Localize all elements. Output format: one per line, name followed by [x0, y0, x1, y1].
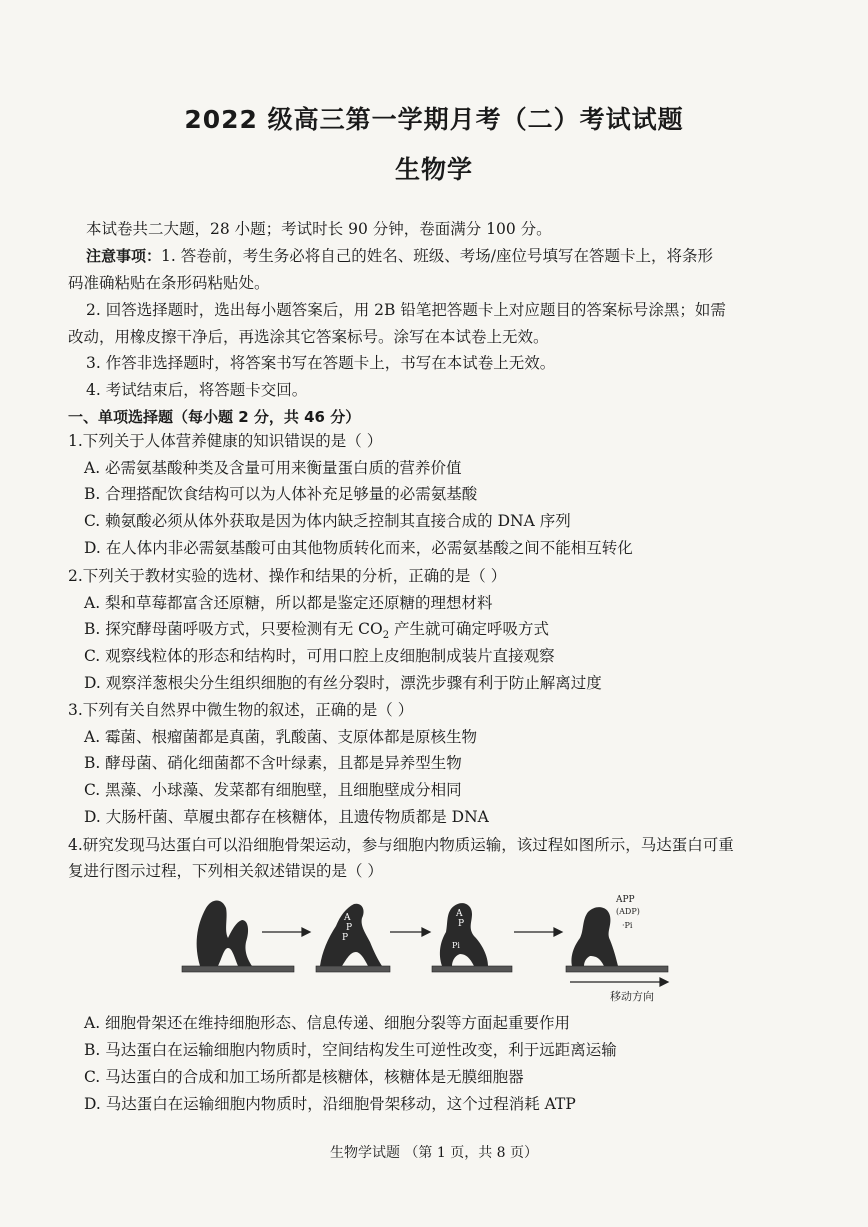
option-d: D. 马达蛋白在运输细胞内物质时，沿细胞骨架移动，这个过程消耗 ATP	[84, 1095, 576, 1113]
label-a: A	[344, 913, 351, 923]
motor-protein-shape	[320, 904, 382, 966]
page-title: 2022 级高三第一学期月考（二）考试试题	[184, 105, 684, 134]
arrow-icon	[262, 928, 310, 936]
question-stem-cont: 复进行图示过程，下列相关叙述错误的是（ ）	[68, 862, 383, 880]
label-pi: ·Pi	[622, 921, 633, 930]
motor-protein-shape	[197, 901, 252, 967]
label-p: P	[342, 933, 349, 943]
option-d: D. 观察洋葱根尖分生组织细胞的有丝分裂时，漂洗步骤有利于防止解离过度	[84, 674, 602, 692]
label-p: P	[346, 923, 353, 933]
notice-line: 3. 作答非选择题时，将答案书写在答题卡上，书写在本试卷上无效。	[86, 354, 556, 372]
label-adp: (ADP)	[616, 907, 640, 916]
option-c: C. 马达蛋白的合成和加工场所都是核糖体，核糖体是无膜细胞器	[84, 1068, 524, 1086]
notice-line	[86, 245, 826, 267]
subscript: 2	[382, 630, 390, 642]
direction-label: 移动方向	[610, 990, 654, 1003]
option-a: A. 细胞骨架还在维持细胞形态、信息传递、细胞分裂等方面起重要作用	[84, 1014, 571, 1032]
notice-text: 1. 答卷前，考生务必将自己的姓名、班级、考场/座位号填写在答题卡上，将条形	[161, 247, 713, 265]
cytoskeleton-track	[182, 966, 668, 972]
option-b-text: B. 探究酵母菌呼吸方式，只要检测有无 CO	[84, 620, 383, 638]
arrow-icon	[390, 928, 430, 936]
option-b: B. 酵母菌、硝化细菌都不含叶绿素，且都是异养型生物	[84, 754, 462, 772]
notice-line: 4. 考试结束后，将答题卡交回。	[86, 381, 308, 399]
option-a: A. 必需氨基酸种类及含量可用来衡量蛋白质的营养价值	[84, 459, 462, 477]
direction-arrow-icon	[570, 978, 668, 986]
notice-label: 注意事项：	[86, 247, 162, 265]
motor-protein-shape	[571, 907, 618, 966]
page-footer: 生物学试题 （第 1 页，共 8 页）	[329, 1145, 539, 1161]
option-b-text-tail: 产生就可确定呼吸方式	[389, 620, 550, 638]
question-stem: 2.下列关于教材实验的选材、操作和结果的分析，正确的是（ ）	[68, 567, 507, 585]
intro-line: 本试卷共二大题，28 小题；考试时长 90 分钟，卷面满分 100 分。	[86, 220, 552, 238]
option-c: C. 黑藻、小球藻、发菜都有细胞壁，且细胞壁成分相同	[84, 781, 462, 799]
arrow-icon	[514, 928, 562, 936]
notice-line: 码准确粘贴在条形码粘贴处。	[68, 274, 270, 292]
notice-line: 改动，用橡皮擦干净后，再选涂其它答案标号。涂写在本试卷上无效。	[68, 328, 549, 346]
question-stem: 3.下列有关自然界中微生物的叙述，正确的是（ ）	[68, 701, 414, 719]
label-pi: Pi	[452, 941, 460, 950]
option-d: D. 大肠杆菌、草履虫都存在核糖体，且遗传物质都是 DNA	[84, 808, 489, 826]
option-c: C. 赖氨酸必须从体外获取是因为体内缺乏控制其直接合成的 DNA 序列	[84, 512, 571, 530]
label-p: P	[458, 919, 465, 929]
option-b	[84, 618, 824, 647]
label-app: APP	[616, 895, 635, 905]
motor-protein-figure	[170, 886, 690, 1006]
option-d: D. 在人体内非必需氨基酸可由其他物质转化而来，必需氨基酸之间不能相互转化	[84, 539, 633, 557]
subject-title: 生物学	[394, 155, 473, 184]
motor-protein-shape	[440, 903, 488, 966]
option-b: B. 马达蛋白在运输细胞内物质时，空间结构发生可逆性改变，利于远距离运输	[84, 1041, 617, 1059]
label-a: A	[456, 909, 463, 919]
option-b: B. 合理搭配饮食结构可以为人体补充足够量的必需氨基酸	[84, 485, 478, 503]
option-c: C. 观察线粒体的形态和结构时，可用口腔上皮细胞制成装片直接观察	[84, 647, 555, 665]
question-stem: 4.研究发现马达蛋白可以沿细胞骨架运动，参与细胞内物质运输，该过程如图所示，马达蛋白可重	[68, 836, 734, 854]
notice-line: 2. 回答选择题时，选出每小题答案后，用 2B 铅笔把答题卡上对应题目的答案标号涂黑；如需	[86, 301, 726, 319]
section-heading: 一、单项选择题（每小题 2 分，共 46 分）	[68, 408, 361, 426]
option-a: A. 梨和草莓都富含还原糖，所以都是鉴定还原糖的理想材料	[84, 594, 493, 612]
question-stem: 1.下列关于人体营养健康的知识错误的是（ ）	[68, 432, 383, 450]
option-a: A. 霉菌、根瘤菌都是真菌，乳酸菌、支原体都是原核生物	[84, 728, 478, 746]
